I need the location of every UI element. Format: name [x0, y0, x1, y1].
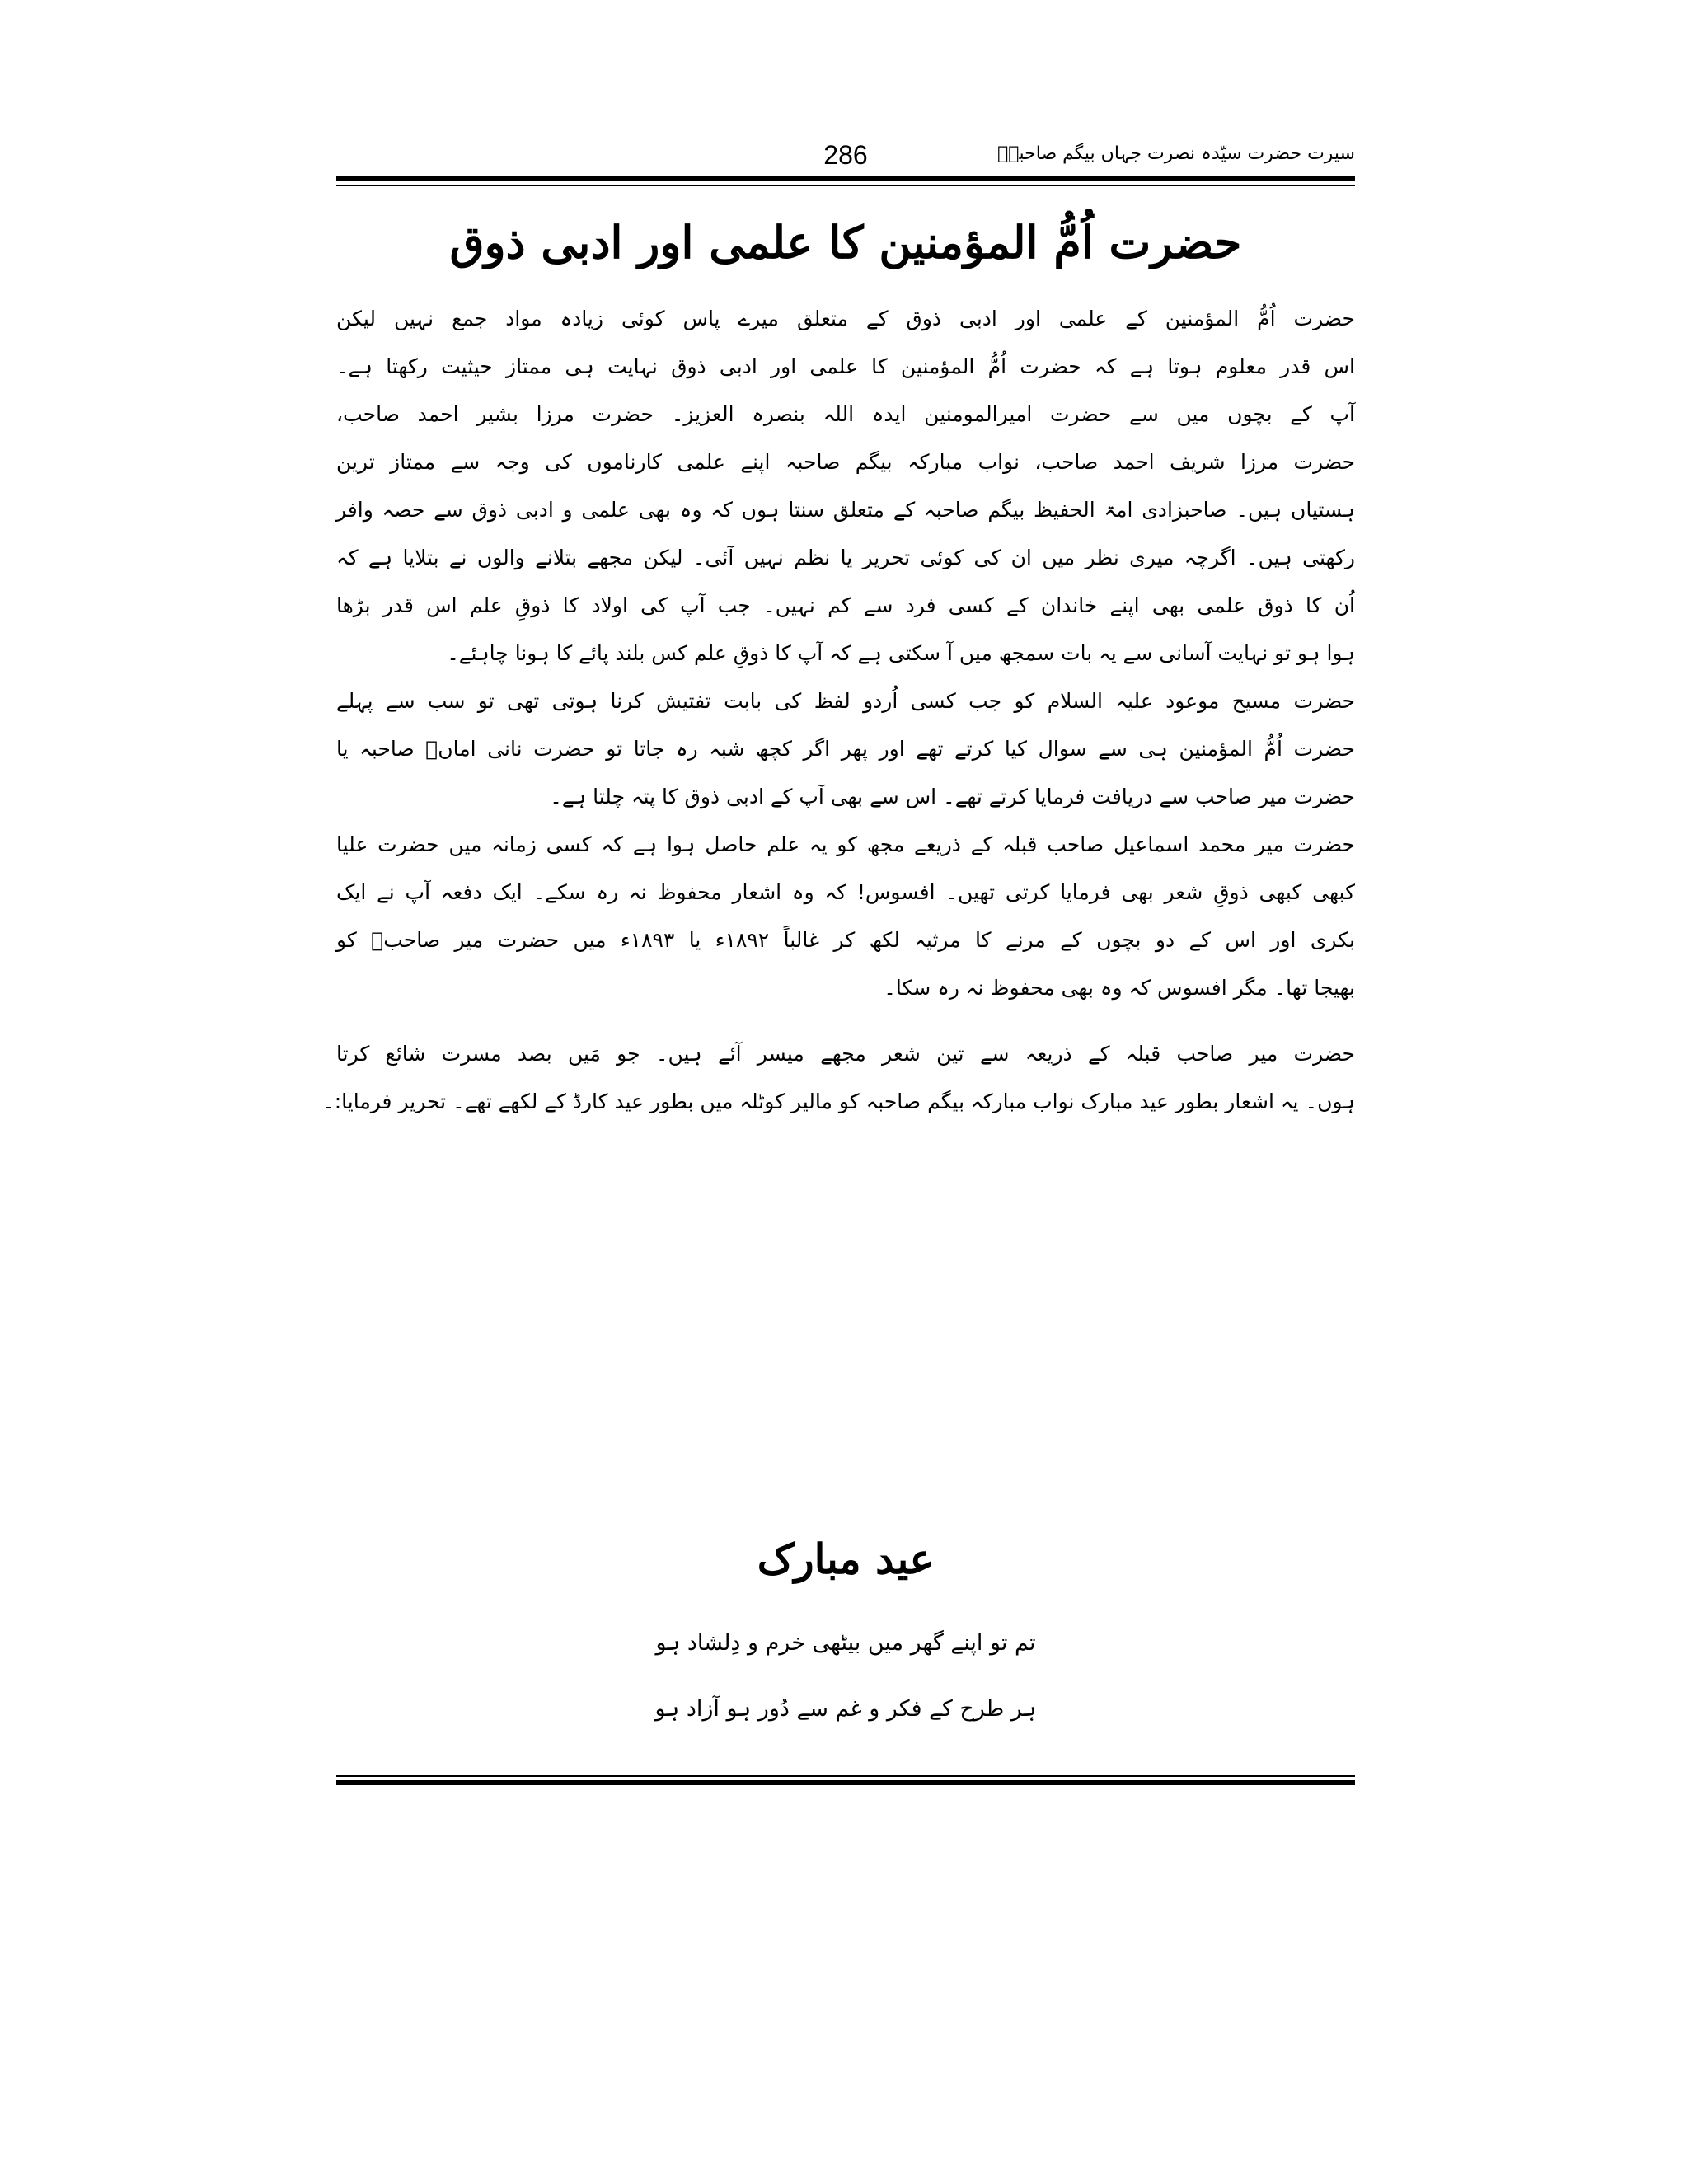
footer-rule-thick [336, 1780, 1355, 1785]
poem-title: عید مبارک [757, 1535, 935, 1583]
text-line: حضرت اُمُّ المؤمنین کے علمی اور ادبی ذوق کے متعلق میرے پاس کوئی زیادہ مواد جمع نہیں لیکن [336, 307, 1355, 330]
running-title: سیرت حضرت سیّدہ نصرت جہاں بیگم صاحبہؓ [997, 143, 1355, 164]
page-header [336, 138, 1355, 175]
paragraph [322, 1030, 1355, 1126]
text-line: کبھی کبھی ذوقِ شعر بھی فرمایا کرتی تھیں۔ افسوس! کہ وہ اشعار محفوظ نہ رہ سکے۔ ایک دفعہ آپ نے ایک [336, 880, 1355, 904]
text-line: ہستیاں ہیں۔ صاحبزادی امۃ الحفیظ بیگم صاحبہ کے متعلق سنتا ہوں کہ وہ بھی علمی و ادبی ذوق سے حصہ وافر [336, 498, 1355, 522]
text-line: رکھتی ہیں۔ اگرچہ میری نظر میں ان کی کوئی تحریر یا نظم نہیں آئی۔ لیکن مجھے بتلانے والوں نے بتلایا ہے کہ [336, 546, 1355, 569]
text-line: اُن کا ذوق علمی بھی اپنے خاندان کے کسی فرد سے کم نہیں۔ جب آپ کی اولاد کا ذوقِ علم اس قدر بڑھا [336, 593, 1355, 617]
header-rule-thick [336, 176, 1355, 181]
text-line: حضرت مرزا شریف احمد صاحب، نواب مبارکہ بیگم صاحبہ اپنے علمی کارناموں کی وجہ سے ممتاز ترین [336, 450, 1355, 474]
paragraph [336, 821, 1355, 1012]
page-number: 286 [823, 140, 868, 170]
poem-verse: ہر طرح کے فکر و غم سے دُور ہو آزاد ہو [654, 1696, 1037, 1722]
footer-rule-thin [336, 1775, 1355, 1777]
text-line: ہوں۔ یہ اشعار بطور عید مبارک نواب مبارکہ بیگم صاحبہ کو مالیر کوٹلہ میں بطور عید کارڈ کے لکھے تھے۔ تحریر فرمایا:۔ [322, 1090, 1355, 1113]
text-line: حضرت میر صاحب سے دریافت فرمایا کرتے تھے۔ اس سے بھی آپ کے ادبی ذوق کا پتہ چلتا ہے۔ [550, 785, 1355, 808]
text-line: حضرت مسیح موعود علیہ السلام کو جب کسی اُردو لفظ کی بابت تفتیش کرنا ہوتی تھی تو سب سے پہلے [336, 689, 1355, 713]
paragraph-gap [336, 1012, 1355, 1030]
chapter-title: حضرت اُمُّ المؤمنین کا علمی اور ادبی ذوق [449, 216, 1242, 269]
header-rule-thin [336, 185, 1355, 186]
paragraph [336, 677, 1355, 821]
paragraph [336, 295, 1355, 677]
text-line: ہوا ہو تو نہایت آسانی سے یہ بات سمجھ میں آ سکتی ہے کہ آپ کا ذوقِ علم کس بلند پائے کا ہونا چاہئے۔ [447, 641, 1355, 665]
text-line: بھیجا تھا۔ مگر افسوس کہ وہ بھی محفوظ نہ رہ سکا۔ [884, 976, 1355, 1000]
text-line: اس قدر معلوم ہوتا ہے کہ حضرت اُمُّ المؤمنین کا علمی اور ادبی ذوق نہایت ہی ممتاز حیثیت رکھتا ہے۔ [336, 354, 1355, 378]
text-line: حضرت میر صاحب قبلہ کے ذریعہ سے تین شعر مجھے میسر آئے ہیں۔ جو مَیں بصد مسرت شائع کرتا [336, 1042, 1355, 1066]
text-line: آپ کے بچوں میں سے حضرت امیرالمومنین ایدہ اللہ بنصرہ العزیز۔ حضرت مرزا بشیر احمد صاحب، [336, 402, 1355, 426]
text-line: حضرت میر محمد اسماعیل صاحب قبلہ کے ذریعے مجھ کو یہ علم حاصل ہوا ہے کہ کسی زمانہ میں حضرت علیا [336, 832, 1355, 856]
body-text [322, 295, 1355, 1126]
text-line: بکری اور اس کے دو بچوں کے مرنے کا مرثیہ لکھ کر غالباً ۱۸۹۲ء یا ۱۸۹۳ء میں حضرت میر صاحبؓ کو [336, 928, 1355, 952]
text-line: حضرت اُمُّ المؤمنین ہی سے سوال کیا کرتے تھے اور پھر اگر کچھ شبہ رہ جاتا تو حضرت نانی اماںؓ صاحبہ یا [336, 737, 1355, 761]
poem-verse: تم تو اپنے گھر میں بیٹھی خرم و دِلشاد ہو [655, 1630, 1036, 1656]
